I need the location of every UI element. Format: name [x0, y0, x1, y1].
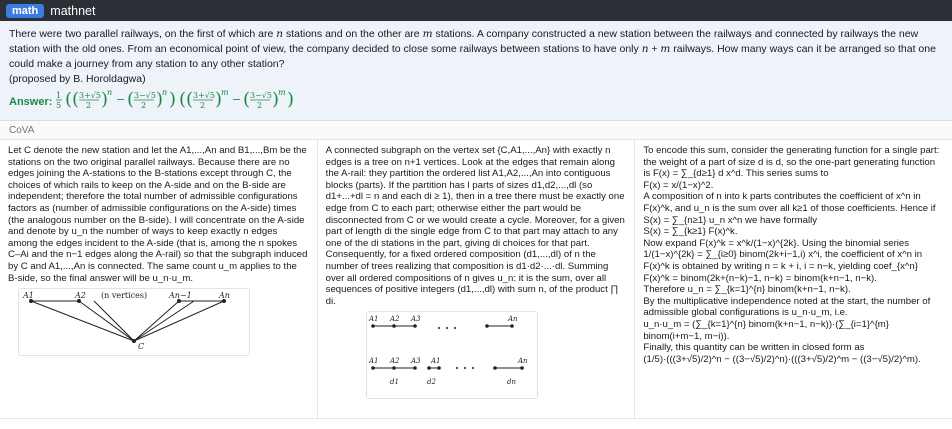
- svg-text:): ): [101, 89, 109, 110]
- label-d2: d2: [426, 378, 436, 387]
- solution-column-1: [0, 140, 318, 418]
- solution-column-2: [318, 140, 636, 418]
- svg-text:): ): [156, 89, 164, 110]
- label-an-1: An−1: [169, 291, 192, 301]
- solution-columns: [0, 140, 952, 418]
- label-a2: A2: [75, 291, 86, 301]
- label-a2: A2: [389, 357, 400, 366]
- label-n-vertices: (n vertices): [101, 291, 148, 301]
- svg-text:2: 2: [86, 101, 92, 110]
- svg-text:n: n: [162, 88, 168, 97]
- section-title: CoVA: [9, 124, 35, 136]
- answer-label: Answer:: [9, 95, 53, 108]
- problem-text: There were two parallel railways, on the first of which are n stations and on the other are m stations. A company constructed a new station between the railways and connected by railways the new station with the old ones. From an economical point of view, the company decided to close some railways between stations to have only n + m railways. How many ways can it be arranged so that one could make a journey from any station to any other station?: [9, 28, 936, 70]
- label-a1b: A1: [430, 357, 441, 366]
- svg-text:(: (: [243, 89, 251, 110]
- spokes-diagram: [19, 289, 249, 351]
- svg-text:m: m: [278, 88, 286, 97]
- math-badge[interactable]: math: [6, 4, 44, 18]
- figure-partition: [366, 311, 538, 399]
- answer-line: [9, 88, 943, 115]
- svg-text:n: n: [107, 88, 113, 97]
- svg-text:2: 2: [141, 101, 147, 110]
- svg-text:3−√5: 3−√5: [250, 91, 273, 100]
- label-a3: A3: [410, 357, 421, 366]
- column-text: To encode this sum, consider the generating function for a single part: the weight of a part of size d is d, so the one-part generating function is F(x) = ∑_{d≥1} d x^d. This series sums to F(x) = x/(1−x)^2. A composition of n into k parts contributes the coefficient of x^n in F(x)^k, and u_n is the sum over all k≥1 of those coefficients. Hence if S(x) = ∑_{n≥1} u_n x^n we have formally S(x) = ∑_{k≥1} F(x)^k. Now expand F(x)^k = x^k/(1−x)^{2k}. Using the binomial series 1/(1−x)^{2k} = ∑_{i≥0} binom(2k+i−1,i) x^i, the coefficient of x^n in F(x)^k is obtained by writing n = k + i, i = n−k, yielding coef_{x^n} F(x)^k = binom(2k+(n−k)−1, n−k) = binom(k+n−1, n−k). Therefore u_n = ∑_{k=1}^{n} binom(k+n−1, n−k). By the multiplicative independence noted at the start, the number of admissible global configurations is u_n·u_m, i.e. u_n·u_m = (∑_{k=1}^{n} binom(k+n−1, n−k))·(∑_{i=1}^{m} binom(i+m−1, m−i)). Finally, this quantity can be written in closed form as (1/5)·(((3+√5)/2)^n − ((3−√5)/2)^n)·(((3+√5)/2)^m − ((3−√5)/2)^m).: [643, 145, 940, 365]
- label-an: An: [507, 315, 518, 324]
- label-a1: A1: [368, 315, 379, 324]
- partition-diagram: [367, 312, 537, 394]
- app-name[interactable]: mathnet: [50, 3, 96, 18]
- svg-text:3−√5: 3−√5: [134, 91, 157, 100]
- svg-text:5: 5: [56, 101, 62, 110]
- bottom-divider: [0, 418, 952, 426]
- figure-spokes: [18, 288, 250, 356]
- svg-text:(: (: [186, 89, 194, 110]
- label-a3: A3: [410, 315, 421, 324]
- svg-text:3+√5: 3+√5: [193, 91, 216, 100]
- label-a1: A1: [23, 291, 34, 301]
- svg-text:(: (: [127, 89, 135, 110]
- problem-panel: [0, 21, 952, 121]
- svg-text:(: (: [179, 89, 187, 110]
- label-a2: A2: [389, 315, 400, 324]
- proposed-by: (proposed by B. Horoldagwa): [9, 73, 146, 85]
- svg-text:): ): [215, 89, 223, 110]
- section-header: [0, 121, 952, 140]
- label-an: An: [219, 291, 230, 301]
- label-a1: A1: [368, 357, 379, 366]
- svg-text:−: −: [116, 93, 126, 106]
- answer-formula: [56, 88, 376, 112]
- svg-text:): ): [287, 89, 295, 110]
- svg-text:(: (: [72, 89, 80, 110]
- answer-expression: [56, 88, 376, 115]
- label-d1: d1: [389, 378, 399, 387]
- column-text: Let C denote the new station and let the A1,...,An and B1,...,Bm be the stations on the two original parallel railways. Because there are no edges joining the A-stations to the B-stations except through C, the choices of which rails to keep on the A-side and on the B-side are independent; therefore the total number of admissible configurations factors as (number of admissible configurations on the A-side) times (the analogous number on the B-side). I will concentrate on the A-side and denote by u_n the number of ways to keep exactly n edges among the edges incident to the A-side (that is, among the n spokes C–Ai and the n−1 edges along the A-rail) so that the subgraph induced by C and A1,...,An is connected. The same count u_m applies to the B-side, so the final answer will be u_n·u_m.: [8, 145, 308, 284]
- top-bar: [0, 0, 952, 21]
- solution-column-3: [635, 140, 952, 418]
- column-text: A connected subgraph on the vertex set {C,A1,...,An} with exactly n edges is a tree on n+1 vertices. Look at the edges that remain along the A-rail: they partition the ordered list A1,A2,...,An into contiguous blocks (parts). If the partition has l parts of sizes d1,d2,...,dl (so d1+...+dl = n and each di ≥ 1), then in a tree there must be exactly one edge from C to each part; otherwise either the part would be disconnected from C or we would create a cycle. Moreover, for a given part of length di the single edge from C to that part may attach to any one of the di stations in the part, giving di choices for that part. Consequently, for a fixed ordered composition (d1,...,dl) of n the number of trees realizing that composition is d1·d2·...·dl. Summing over all ordered compositions of n gives u_n: it is the sum, over all sequences of positive integers (d1,...,dl) with sum n, of the product ∏ di.: [325, 145, 625, 307]
- svg-text:2: 2: [200, 101, 206, 110]
- label-an: An: [517, 357, 528, 366]
- svg-text:m: m: [221, 88, 229, 97]
- label-dn: dn: [506, 378, 516, 387]
- svg-text:3+√5: 3+√5: [79, 91, 102, 100]
- svg-text:): ): [169, 89, 177, 110]
- svg-text:(: (: [65, 89, 73, 110]
- svg-text:2: 2: [257, 101, 263, 110]
- svg-text:−: −: [232, 93, 242, 106]
- label-c: C: [138, 342, 145, 352]
- svg-text:1: 1: [56, 91, 62, 100]
- svg-text:): ): [272, 89, 280, 110]
